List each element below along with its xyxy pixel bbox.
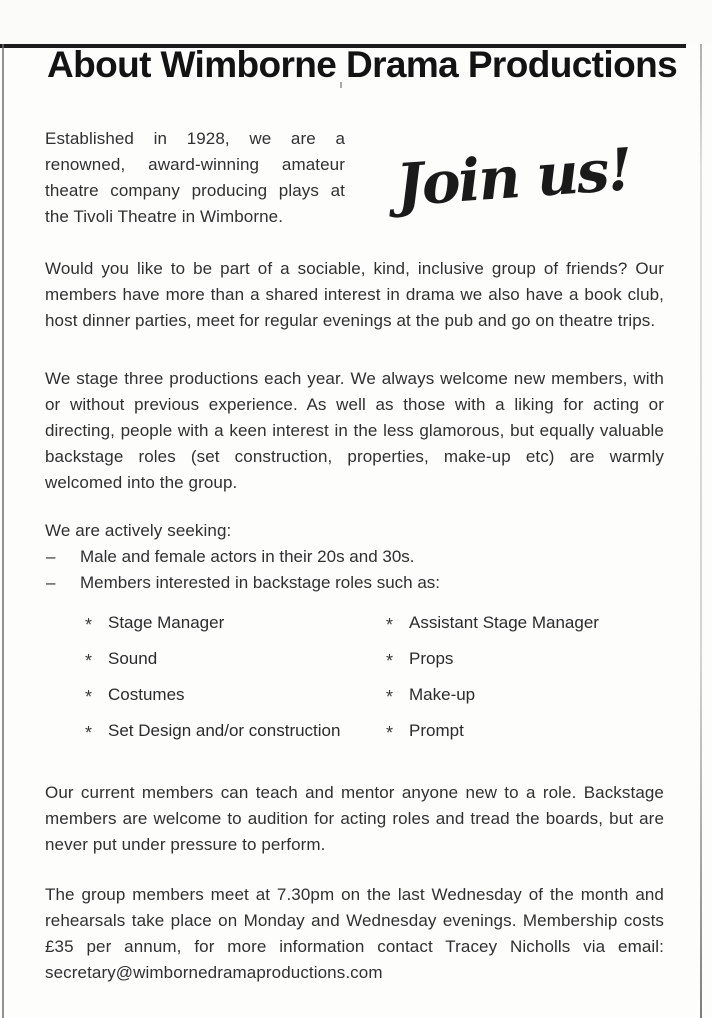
role-label: Set Design and/or construction	[108, 721, 341, 740]
role-label: Make-up	[409, 685, 476, 704]
role-item	[386, 610, 599, 636]
roles-row	[85, 610, 664, 636]
asterisk-bullet: *	[386, 687, 394, 707]
asterisk-bullet: *	[386, 723, 394, 743]
asterisk-bullet: *	[386, 615, 394, 635]
join-us-script-text: Join us!	[393, 135, 633, 220]
role-label: Sound	[108, 649, 158, 668]
roles-row	[85, 682, 664, 708]
asterisk-bullet: *	[85, 687, 93, 707]
flyer-content	[0, 44, 712, 986]
role-item	[85, 610, 386, 636]
paragraph-meetings	[45, 882, 664, 986]
seeking-item-text: Members interested in backstage roles such as:	[80, 573, 441, 592]
dash-bullet: –	[46, 547, 56, 566]
role-item	[85, 682, 386, 708]
asterisk-bullet: *	[386, 651, 394, 671]
meetings-text: The group members meet at 7.30pm on the last Wednesday of the month and rehearsals take place on Monday and Wednesday evenings. Membership costs £35 per annum, for more information contact Tracey Nicholls via email:	[45, 885, 664, 956]
roles-row	[85, 646, 664, 672]
intro-paragraph: Established in 1928, we are a renowned, award-winning amateur theatre company producing plays at the Tivoli Theatre in Wimborne.	[45, 129, 345, 226]
role-item	[85, 646, 386, 672]
role-label: Stage Manager	[108, 613, 225, 632]
intro-section	[45, 126, 664, 230]
role-item	[85, 718, 386, 744]
asterisk-bullet: *	[85, 615, 93, 635]
seeking-list-item	[45, 570, 664, 596]
page-title: About Wimborne Drama Productions	[47, 44, 678, 85]
asterisk-bullet: *	[85, 723, 93, 743]
scanned-page	[0, 44, 712, 1018]
role-label: Assistant Stage Manager	[409, 613, 599, 632]
paragraph-productions: We stage three productions each year. We always welcome new members, with or without previous experience. As well as those with a liking for acting or directing, people with a keen interest in the less glamorous, but equally valuable backstage roles (set construction, properties, make-up etc) are warmly welcomed into the group.	[45, 369, 664, 492]
role-label: Props	[409, 649, 454, 668]
paragraph-social: Would you like to be part of a sociable, kind, inclusive group of friends? Our members have more than a shared interest in drama we also have a book club, host dinner parties, meet for regular evenings at the pub and go on theatre trips.	[45, 259, 664, 330]
asterisk-bullet: *	[85, 651, 93, 671]
role-label: Costumes	[108, 685, 185, 704]
role-label: Prompt	[409, 721, 464, 740]
role-item	[386, 682, 475, 708]
seeking-heading: We are actively seeking:	[45, 521, 232, 540]
seeking-section	[45, 518, 664, 744]
email-address: secretary@wimbornedramaproductions.com	[45, 963, 383, 982]
seeking-list-item	[45, 544, 664, 570]
role-item	[386, 646, 453, 672]
role-item	[386, 718, 464, 744]
seeking-item-text: Male and female actors in their 20s and 30s.	[80, 547, 415, 566]
roles-row	[85, 718, 664, 744]
paragraph-mentoring: Our current members can teach and mentor anyone new to a role. Backstage members are welcome to audition for acting roles and tread the boards, but are never put under pressure to perform.	[45, 783, 664, 854]
roles-list	[85, 610, 664, 744]
dash-bullet: –	[46, 573, 56, 592]
